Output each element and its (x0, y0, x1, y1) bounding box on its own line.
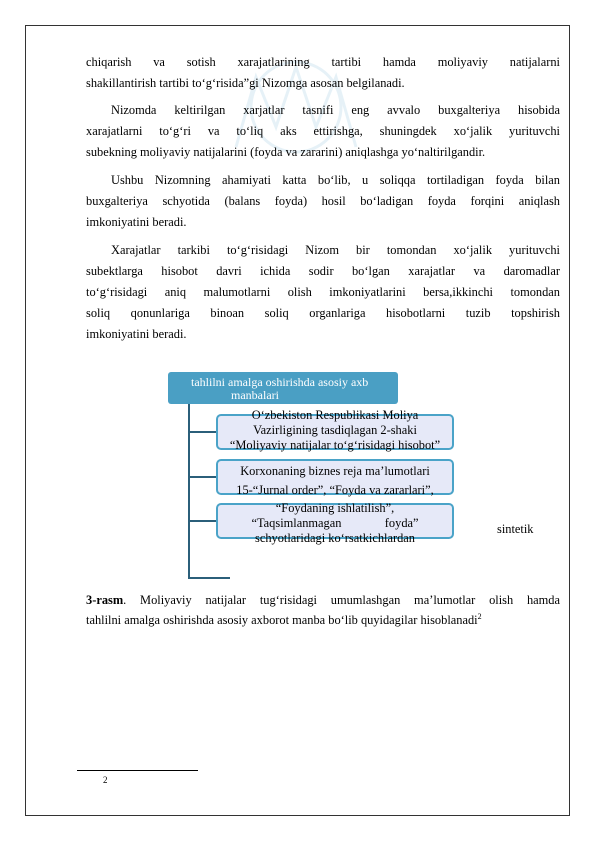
diagram-source-box-1 (216, 408, 454, 452)
source-box-line: 15-“Jurnal order”, “Foyda va zararlari”, (236, 483, 434, 497)
paragraph-4-line: subektlarga hisobot davri ichida sodir bo‘lgan xarajatlar va daromadlar (86, 264, 560, 278)
source-box-line: O‘zbekiston Respublikasi Moliya (251, 408, 419, 422)
source-box-line: Korxonaning biznes reja ma’lumotlari (240, 464, 430, 478)
footnote-number: 2 (103, 775, 108, 785)
diagram-connector-branch (188, 476, 216, 478)
paragraph-2-line: Nizomda keltirilgan xarjatlar tasnifi eng avvalo buxgalteriya hisobida (111, 103, 560, 117)
diagram-header-line: tahlilni amalga oshirishda asosiy axb (191, 375, 369, 389)
paragraph-1-line: chiqarish va sotish xarajatlarining tartibi hamda moliyaviy natijalarni (86, 55, 560, 69)
diagram-side-word: sintetik (497, 522, 534, 536)
diagram-header-line: manbalari (231, 388, 279, 402)
paragraph-1-line: shakillantirish tartibi to‘g‘risida”gi Nizomga asosan belgilanadi. (86, 76, 405, 90)
source-box-line: “Foydaning ishlatilish”, (275, 501, 395, 515)
diagram-connector-branch (188, 431, 216, 433)
source-box-line: “Moliyaviy natijalar to‘g‘risidagi hisobot” (229, 438, 441, 452)
paragraph-3-line: Ushbu Nizomning ahamiyati katta bo‘lib, u soliqqa tortiladigan foyda bilan (111, 173, 560, 187)
paragraph-4-line: imkoniyatini beradi. (86, 327, 187, 341)
source-box-line: “Taqsimlanmagan foyda” (251, 516, 419, 530)
diagram-header-box (168, 372, 398, 404)
footnote-separator (77, 770, 198, 771)
source-box-line: Vazirligining tasdiqlagan 2-shaki (253, 423, 417, 437)
paragraph-4-line: Xarajatlar tarkibi to‘g‘risidagi Nizom bir tomondan xo‘jalik yurituvchi (111, 243, 560, 257)
diagram-connector-branch (188, 520, 216, 522)
caption-text: . Moliyaviy natijalar tug‘risidagi umumlashgan ma’lumotlar olish hamda (123, 593, 560, 607)
footnote-reference[interactable]: 2 (477, 611, 482, 621)
paragraph-2 (86, 100, 560, 163)
figure-caption (86, 590, 560, 630)
diagram-connector-branch (188, 577, 230, 579)
paragraph-4 (86, 240, 560, 345)
paragraph-1 (86, 52, 560, 94)
diagram-source-box-3 (216, 501, 454, 545)
paragraph-3 (86, 170, 560, 233)
figure-label: 3-rasm (86, 593, 124, 607)
paragraph-4-line: to‘g‘risidagi aniq malumotlarni olish imkoniyatlarini bersa,ikkinchi tomondan (86, 285, 560, 299)
paragraph-2-line: subekning moliyaviy natijalarini (foyda va zararini) aniqlashga yo‘naltirilgandir. (86, 145, 486, 159)
paragraph-3-line: buxgalteriya schyotida (balans foyda) hosil bo‘ladigan foyda forqini aniqlash (86, 194, 560, 208)
paragraph-2-line: xarajatlarni to‘g‘ri va to‘liq aks ettirishga, shuningdek xo‘jalik yurituvchi (86, 124, 560, 138)
diagram-source-box-2 (216, 459, 454, 495)
source-box-line: schyotlaridagi ko‘rsatkichlardan (255, 531, 415, 545)
paragraph-3-line: imkoniyatini beradi. (86, 215, 187, 229)
paragraph-4-line: soliq qonunlariga binoan soliq organlariga hisobotlarni tuzib topshirish (86, 306, 560, 320)
caption-text: tahlilni amalga oshirishda asosiy axborot manba bo‘lib quyidagilar hisoblanadi (86, 613, 478, 627)
